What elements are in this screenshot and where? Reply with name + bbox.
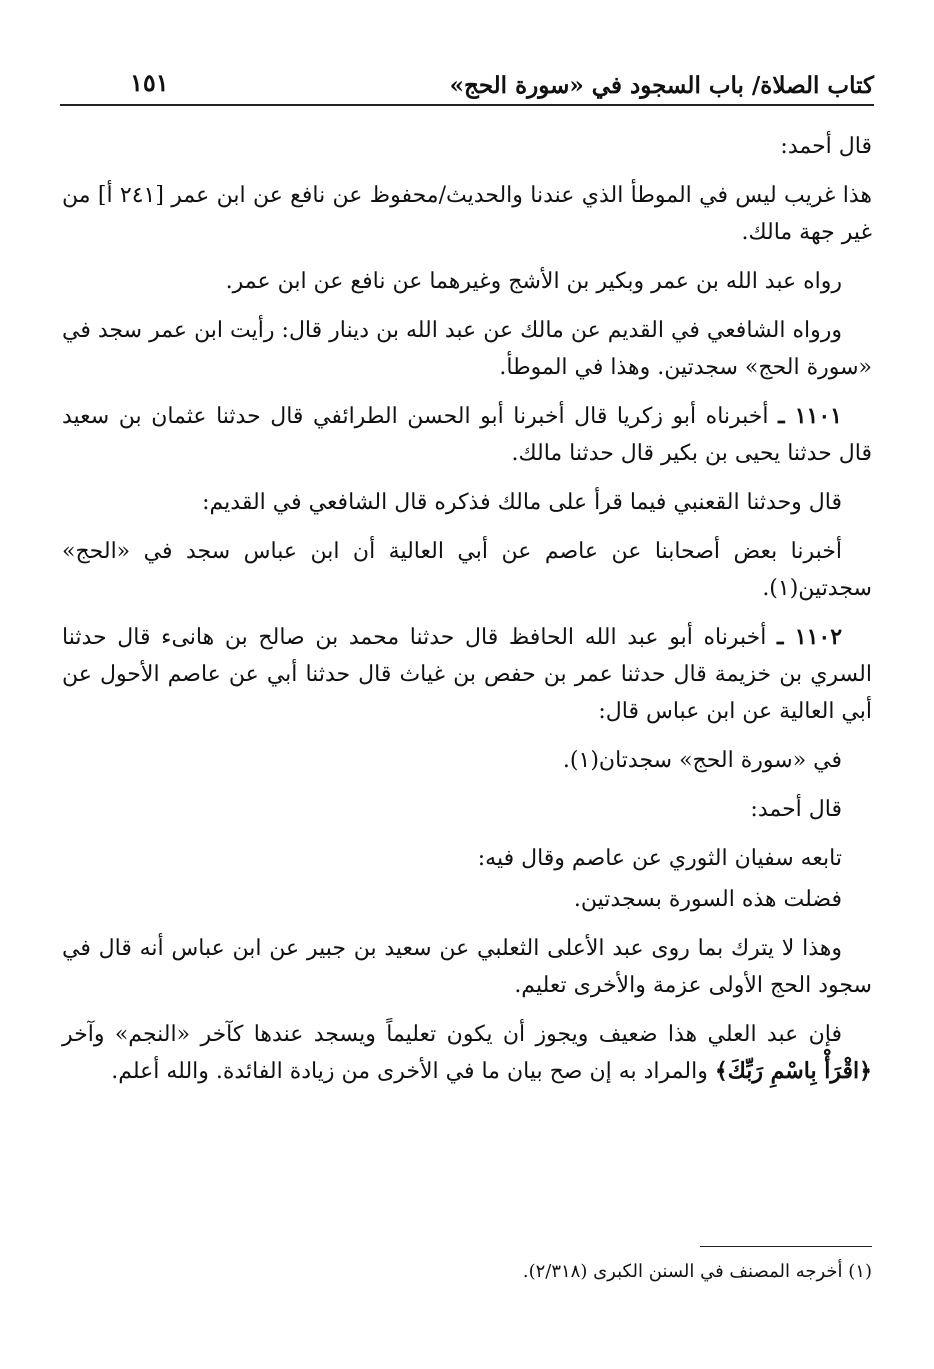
paragraph: فضلت هذه السورة بسجدتين. <box>573 887 842 912</box>
paragraph: قال أحمد: <box>780 134 872 159</box>
paragraph-with-verse <box>62 1016 872 1090</box>
paragraph: ورواه الشافعي في القديم عن مالك عن عبد الله بن دينار قال: رأيت ابن عمر سجد في «سورة الحج» سجدتين. وهذا في الموطأ. <box>62 318 872 380</box>
paragraph-text: فإن عبد العلي هذا ضعيف ويجوز أن يكون تعليماً ويسجد عندها كآخر «النجم» وآخر <box>62 1022 842 1047</box>
hadith-text: أخبرناه أبو زكريا قال أخبرنا أبو الحسن الطرائفي قال حدثنا عثمان بن سعيد قال حدثنا يحيى بن بكير قال حدثنا مالك. <box>62 404 872 466</box>
running-title: كتاب الصلاة/ باب السجود في «سورة الحج» <box>449 72 874 99</box>
hadith-paragraph <box>62 619 872 730</box>
paragraph: تابعه سفيان الثوري عن عاصم وقال فيه: <box>477 846 842 871</box>
footnote: (١) أخرجه المصنف في السنن الكبرى (٢/٣١٨). <box>522 1261 872 1282</box>
paragraph: أخبرنا بعض أصحابنا عن عاصم عن أبي العالية أن ابن عباس سجد في «الحج» سجدتين(١). <box>62 539 872 601</box>
paragraph: قال وحدثنا القعنبي فيما قرأ على مالك فذكره قال الشافعي في القديم: <box>202 490 842 515</box>
footnote-rule <box>700 1246 872 1247</box>
header-rule <box>60 104 874 106</box>
page-header <box>60 62 874 106</box>
paragraph: هذا غريب ليس في الموطأ الذي عندنا والحديث/محفوظ عن نافع عن ابن عمر [٢٤١ أ] من غير جهة مالك. <box>62 183 873 245</box>
body-text <box>62 128 872 1102</box>
quran-verse: ﴿اقْرَأْ بِاسْمِ رَبِّكَ﴾ <box>714 1058 872 1084</box>
hadith-number: ١١٠٢ ـ <box>776 624 843 650</box>
page-number: ١٥١ <box>130 68 169 97</box>
paragraph-text: والمراد به إن صح بيان ما في الأخرى من زيادة الفائدة. والله أعلم. <box>111 1059 708 1084</box>
hadith-text: أخبرناه أبو عبد الله الحافظ قال حدثنا محمد بن صالح بن هانىء قال حدثنا السري بن خزيمة قال حدثنا عمر بن حفص بن غياث قال حدثنا أبي عن عاصم الأحول عن أبي العالية عن ابن عباس قال: <box>62 625 872 724</box>
paragraph: رواه عبد الله بن عمر وبكير بن الأشج وغيرهما عن نافع عن ابن عمر. <box>225 269 842 294</box>
hadith-paragraph <box>62 398 872 472</box>
paragraph: وهذا لا يترك بما روى عبد الأعلى الثعلبي عن سعيد بن جبير عن ابن عباس أنه قال في سجود الحج الأولى عزمة والأخرى تعليم. <box>62 936 872 998</box>
paragraph: في «سورة الحج» سجدتان(١). <box>562 748 842 773</box>
hadith-number: ١١٠١ ـ <box>778 403 842 429</box>
paragraph: قال أحمد: <box>750 797 842 822</box>
